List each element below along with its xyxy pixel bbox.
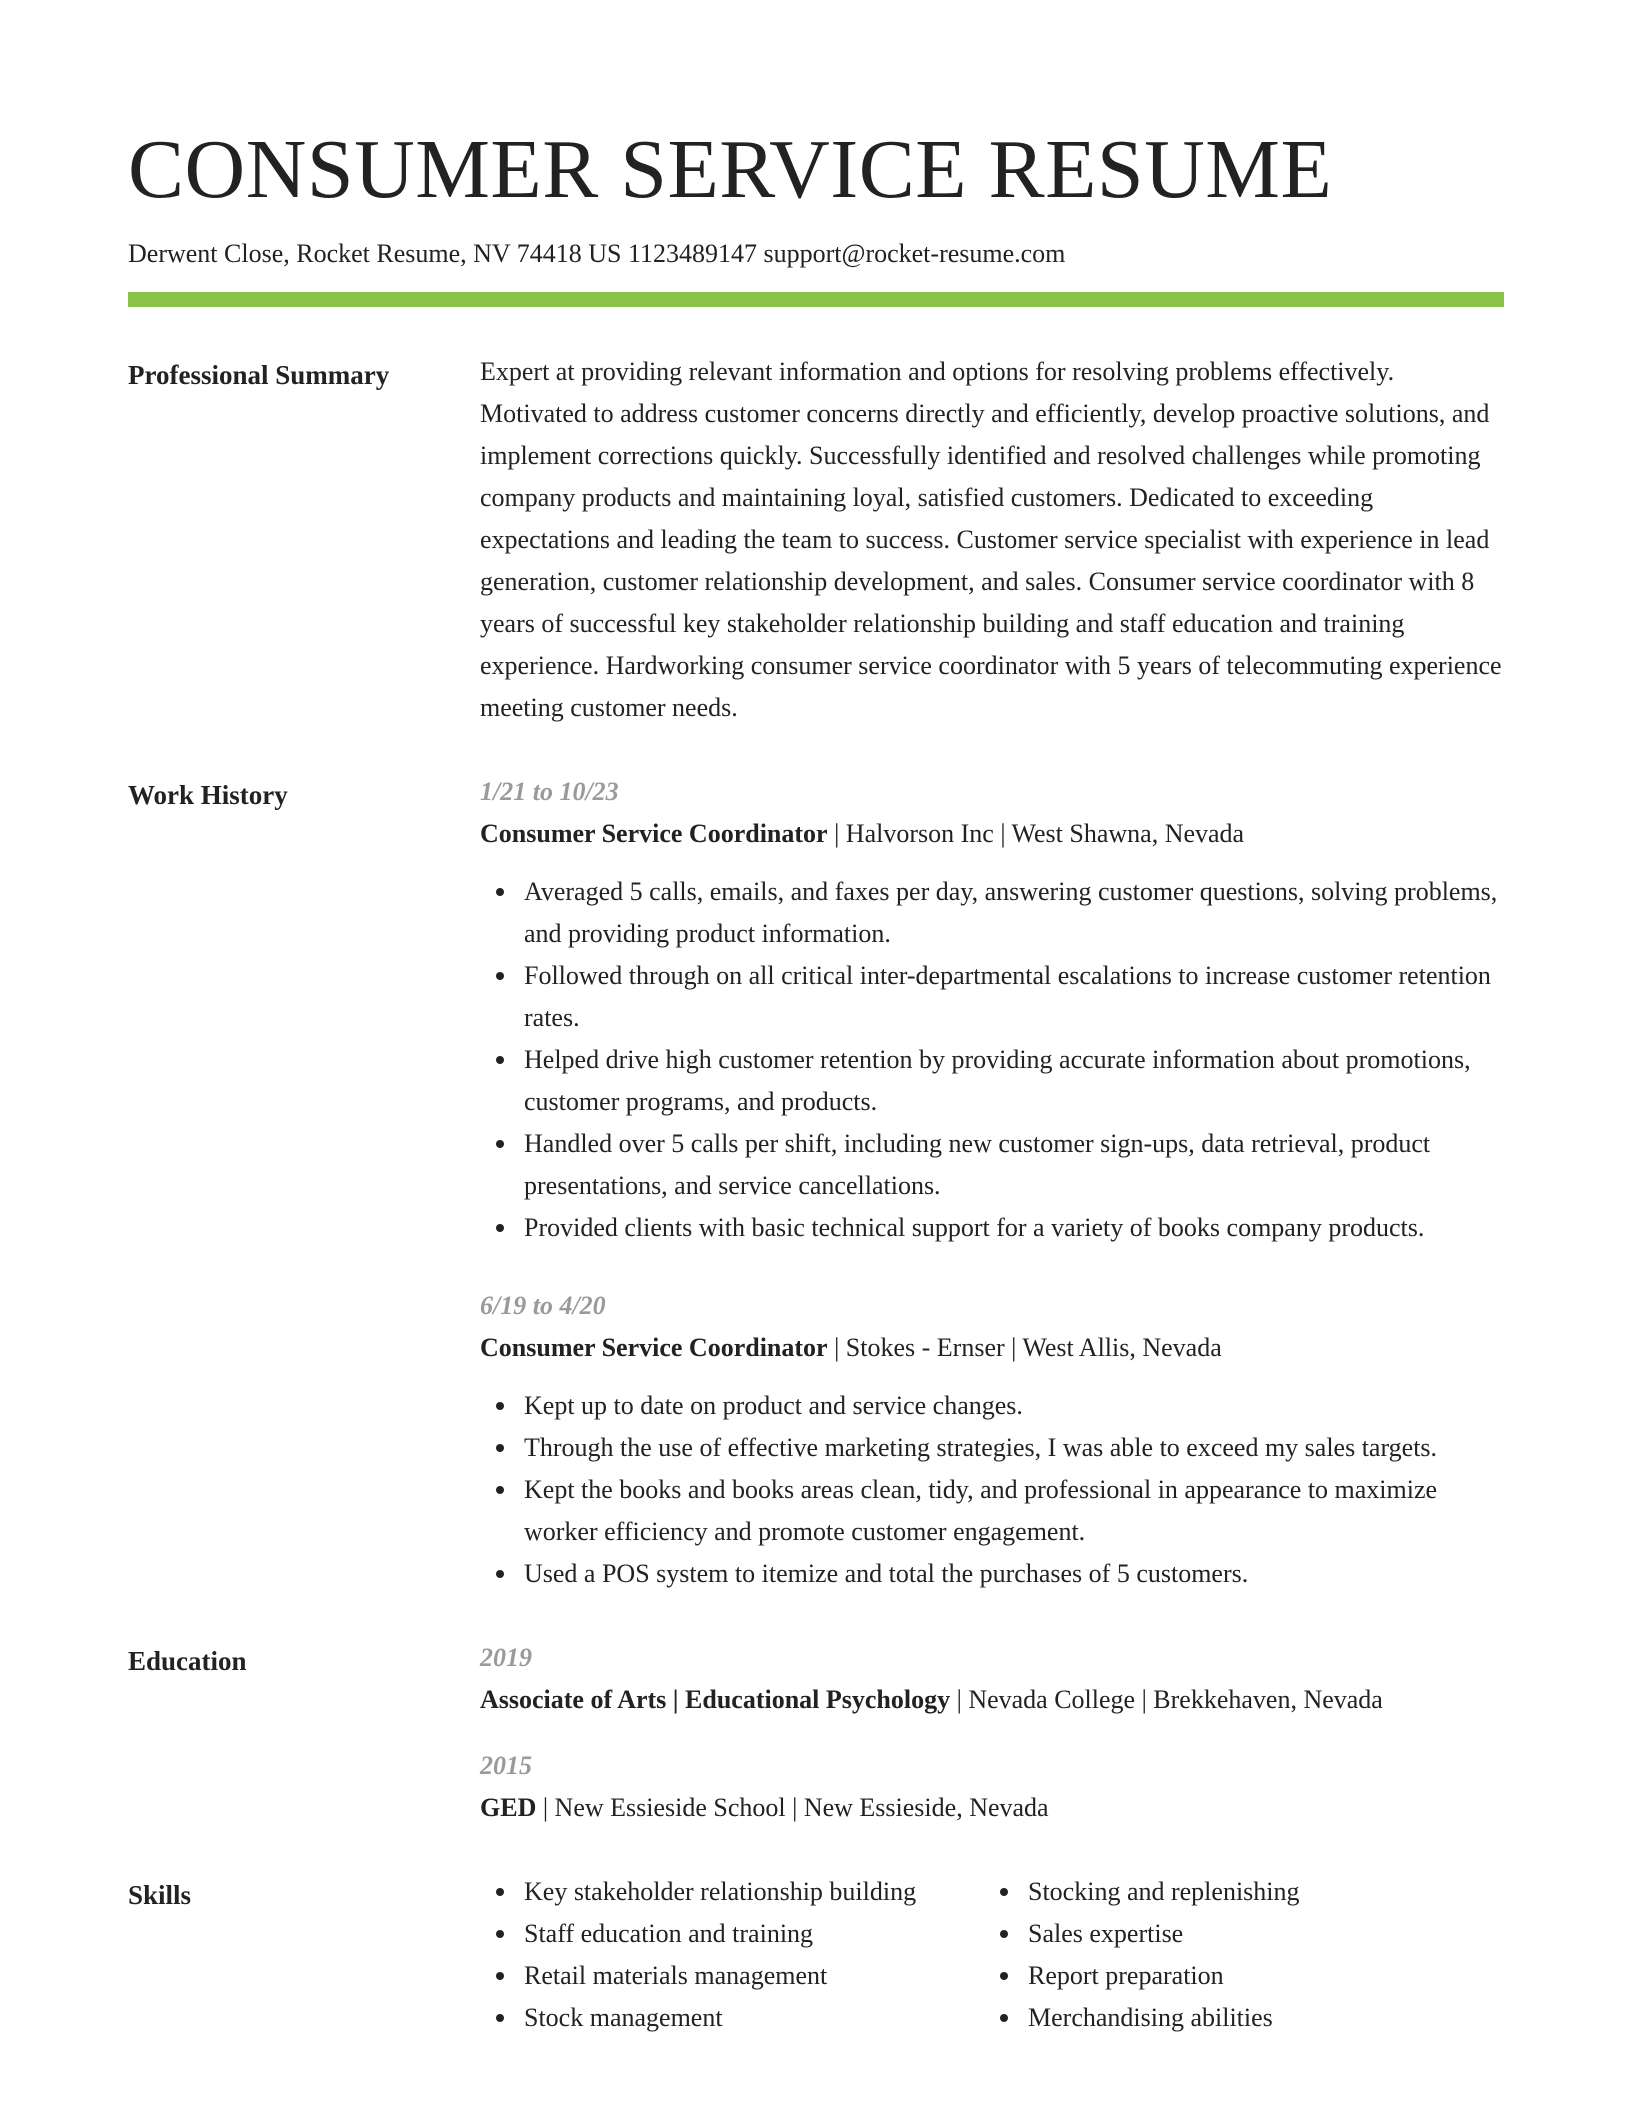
skill-item: Retail materials management (524, 1955, 984, 1997)
education-section (128, 1645, 1504, 1829)
education-degree: GED (480, 1793, 537, 1822)
skills-section (128, 1879, 1504, 2039)
skill-item: Report preparation (1028, 1955, 1528, 1997)
job-bullet: Followed through on all critical inter-departmental escalations to increase customer retention rates. (524, 955, 1504, 1039)
education-year: 2015 (480, 1751, 532, 1780)
resume-title: CONSUMER SERVICE RESUME (128, 123, 1333, 216)
skill-item: Stock management (524, 1997, 984, 2039)
skills-list-left (480, 1871, 984, 2039)
skills-list-right (984, 1871, 1528, 2039)
job-company-location: | Halvorson Inc | West Shawna, Nevada (827, 819, 1245, 848)
job-bullet: Provided clients with basic technical support for a variety of books company products. (524, 1207, 1504, 1249)
skills-columns (480, 1871, 1528, 2039)
contact-line: Derwent Close, Rocket Resume, NV 74418 US 1123489147 support@rocket-resume.com (128, 239, 1066, 268)
job-bullet-list (480, 871, 1504, 1249)
job-role-line (480, 1327, 1504, 1369)
section-heading-skills: Skills (128, 1880, 192, 1910)
skill-item: Stocking and replenishing (1028, 1871, 1528, 1913)
education-degree: Associate of Arts | Educational Psychology (480, 1685, 951, 1714)
education-school-location: | New Essieside School | New Essieside, Nevada (536, 1793, 1049, 1822)
section-heading-education: Education (128, 1646, 247, 1676)
education-school-location: | Nevada College | Brekkehaven, Nevada (950, 1685, 1383, 1714)
education-body (480, 1645, 1504, 1829)
skill-item: Sales expertise (1028, 1913, 1528, 1955)
skill-item: Staff education and training (524, 1913, 984, 1955)
job-company-location: | Stokes - Ernser | West Allis, Nevada (827, 1333, 1222, 1362)
job-bullet-list (480, 1385, 1504, 1595)
header-divider (128, 292, 1504, 307)
job-title: Consumer Service Coordinator (480, 819, 828, 848)
education-entry (480, 1637, 1504, 1721)
skills-body (480, 1879, 1528, 2039)
resume-page (128, 0, 1504, 2039)
section-heading-work-history: Work History (128, 780, 288, 810)
work-history-body (480, 779, 1504, 1595)
job-bullet: Used a POS system to itemize and total the purchases of 5 customers. (524, 1553, 1504, 1595)
summary-text: Expert at providing relevant information and options for resolving problems effectively. Motivated to address customer concerns directly and efficiently, develop proactive solutions, and implement corrections quickly. Successfully identified and resolved challenges while promoting company products and maintaining loyal, satisfied customers. Dedicated to exceeding expectations and leading the team to success. Customer service specialist with experience in lead generation, customer relationship development, and sales. Consumer service coordinator with 8 years of successful key stakeholder relationship building and staff education and training experience. Hardworking consumer service coordinator with 5 years of telecommuting experience meeting customer needs. (480, 357, 1502, 722)
job-role-line (480, 813, 1504, 855)
job-dates: 6/19 to 4/20 (480, 1291, 606, 1320)
job-bullet: Through the use of effective marketing strategies, I was able to exceed my sales targets. (524, 1427, 1504, 1469)
job-bullet: Kept up to date on product and service changes. (524, 1385, 1504, 1427)
skill-item: Merchandising abilities (1028, 1997, 1528, 2039)
job-bullet: Kept the books and books areas clean, tidy, and professional in appearance to maximize worker efficiency and promote customer engagement. (524, 1469, 1504, 1553)
job-dates: 1/21 to 10/23 (480, 777, 619, 806)
job-entry (480, 771, 1504, 1249)
education-line (480, 1679, 1504, 1721)
job-title: Consumer Service Coordinator (480, 1333, 828, 1362)
job-bullet: Helped drive high customer retention by providing accurate information about promotions, customer programs, and products. (524, 1039, 1504, 1123)
job-bullet: Averaged 5 calls, emails, and faxes per day, answering customer questions, solving problems, and providing product information. (524, 871, 1504, 955)
section-heading-summary: Professional Summary (128, 360, 390, 390)
work-history-section (128, 779, 1504, 1595)
education-year: 2019 (480, 1643, 532, 1672)
job-bullet: Handled over 5 calls per shift, including new customer sign-ups, data retrieval, product presentations, and service cancellations. (524, 1123, 1504, 1207)
education-line (480, 1787, 1504, 1829)
job-entry (480, 1285, 1504, 1595)
education-entry (480, 1745, 1504, 1829)
summary-section (128, 359, 1504, 729)
summary-body (480, 359, 1504, 729)
skill-item: Key stakeholder relationship building (524, 1871, 984, 1913)
